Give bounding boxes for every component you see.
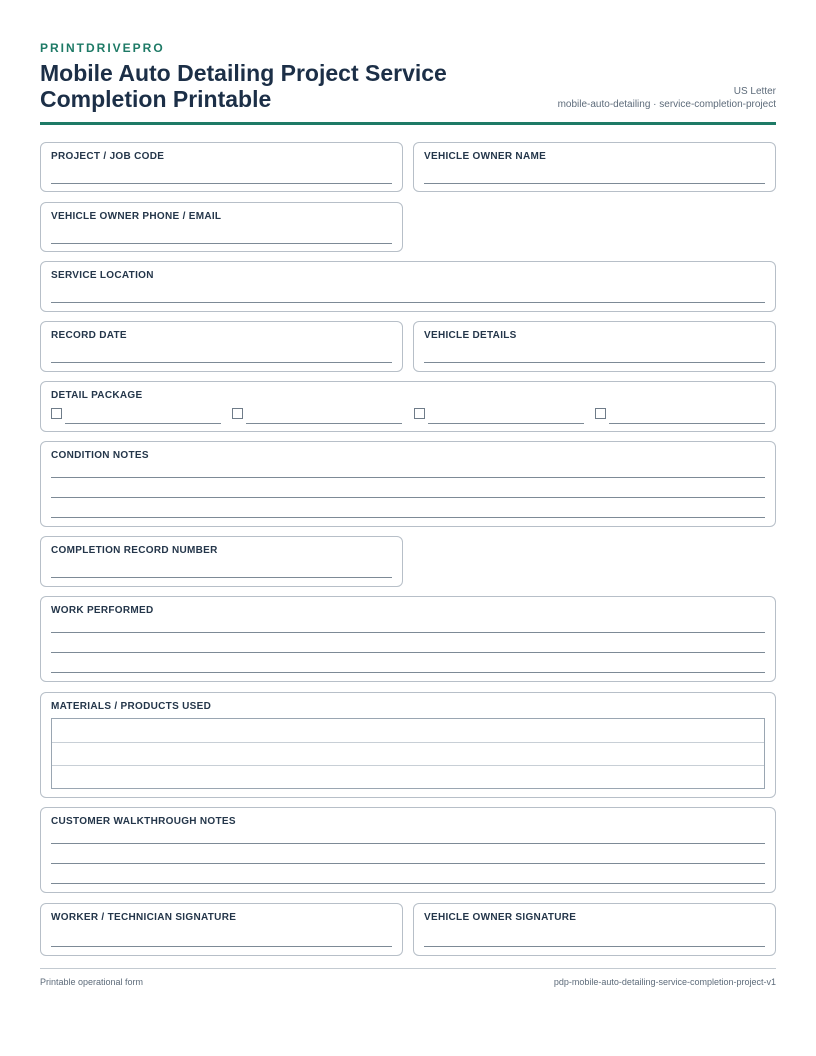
footer-divider (40, 968, 776, 969)
write-line[interactable] (51, 863, 765, 864)
materials-table (51, 718, 765, 789)
field-label: WORK PERFORMED (51, 605, 154, 616)
signature-line[interactable] (424, 946, 765, 947)
write-line[interactable] (424, 183, 765, 184)
field-project-job-code (40, 142, 403, 192)
field-work-performed (40, 596, 776, 682)
write-line[interactable] (51, 302, 765, 303)
write-line[interactable] (51, 497, 765, 498)
write-line[interactable] (65, 423, 221, 424)
field-vehicle-owner-name (413, 142, 776, 192)
write-line[interactable] (51, 243, 392, 244)
write-line[interactable] (51, 577, 392, 578)
field-worker-signature (40, 903, 403, 956)
write-line[interactable] (246, 423, 402, 424)
footer-document-id: pdp-mobile-auto-detailing-service-completion-project-v1 (553, 977, 776, 987)
brand-name: PRINTDRIVEPRO (40, 41, 165, 55)
field-label: VEHICLE OWNER NAME (424, 151, 547, 162)
field-label: CUSTOMER WALKTHROUGH NOTES (51, 816, 236, 827)
paper-size: US Letter (733, 86, 776, 97)
field-completion-record-number (40, 536, 403, 587)
field-vehicle-details (413, 321, 776, 372)
field-service-location (40, 261, 776, 312)
field-detail-package (40, 381, 776, 432)
field-label: VEHICLE OWNER SIGNATURE (424, 912, 577, 923)
field-condition-notes (40, 441, 776, 527)
field-label: CONDITION NOTES (51, 450, 149, 461)
table-row-divider (52, 765, 764, 766)
document-path: mobile-auto-detailing · service-completion-project (557, 99, 776, 110)
checkbox[interactable] (232, 408, 243, 419)
field-label: VEHICLE OWNER PHONE / EMAIL (51, 211, 222, 222)
table-row-divider (52, 742, 764, 743)
page-title: Mobile Auto Detailing Project Service Completion Printable (40, 60, 447, 112)
write-line[interactable] (51, 632, 765, 633)
field-label: DETAIL PACKAGE (51, 390, 143, 401)
write-line[interactable] (428, 423, 584, 424)
field-label: MATERIALS / PRODUCTS USED (51, 701, 212, 712)
field-label: SERVICE LOCATION (51, 270, 154, 281)
checkbox[interactable] (51, 408, 62, 419)
write-line[interactable] (51, 517, 765, 518)
field-record-date (40, 321, 403, 372)
package-option-3 (414, 407, 584, 424)
package-option-1 (51, 407, 221, 424)
field-label: COMPLETION RECORD NUMBER (51, 545, 218, 556)
field-label: RECORD DATE (51, 330, 127, 341)
field-customer-walkthrough-notes (40, 807, 776, 893)
field-label: WORKER / TECHNICIAN SIGNATURE (51, 912, 237, 923)
checkbox[interactable] (595, 408, 606, 419)
write-line[interactable] (51, 362, 392, 363)
header-divider (40, 122, 776, 125)
package-option-2 (232, 407, 402, 424)
write-line[interactable] (424, 362, 765, 363)
footer-note: Printable operational form (40, 977, 144, 987)
field-label: VEHICLE DETAILS (424, 330, 517, 341)
write-line[interactable] (51, 652, 765, 653)
write-line[interactable] (51, 843, 765, 844)
write-line[interactable] (51, 883, 765, 884)
field-label: PROJECT / JOB CODE (51, 151, 165, 162)
field-vehicle-owner-signature (413, 903, 776, 956)
signature-line[interactable] (51, 946, 392, 947)
write-line[interactable] (51, 477, 765, 478)
field-materials-products-used (40, 692, 776, 798)
write-line[interactable] (609, 423, 765, 424)
document-meta (558, 85, 776, 111)
write-line[interactable] (51, 183, 392, 184)
checkbox[interactable] (414, 408, 425, 419)
package-option-4 (595, 407, 765, 424)
field-vehicle-owner-phone-email (40, 202, 403, 252)
write-line[interactable] (51, 672, 765, 673)
